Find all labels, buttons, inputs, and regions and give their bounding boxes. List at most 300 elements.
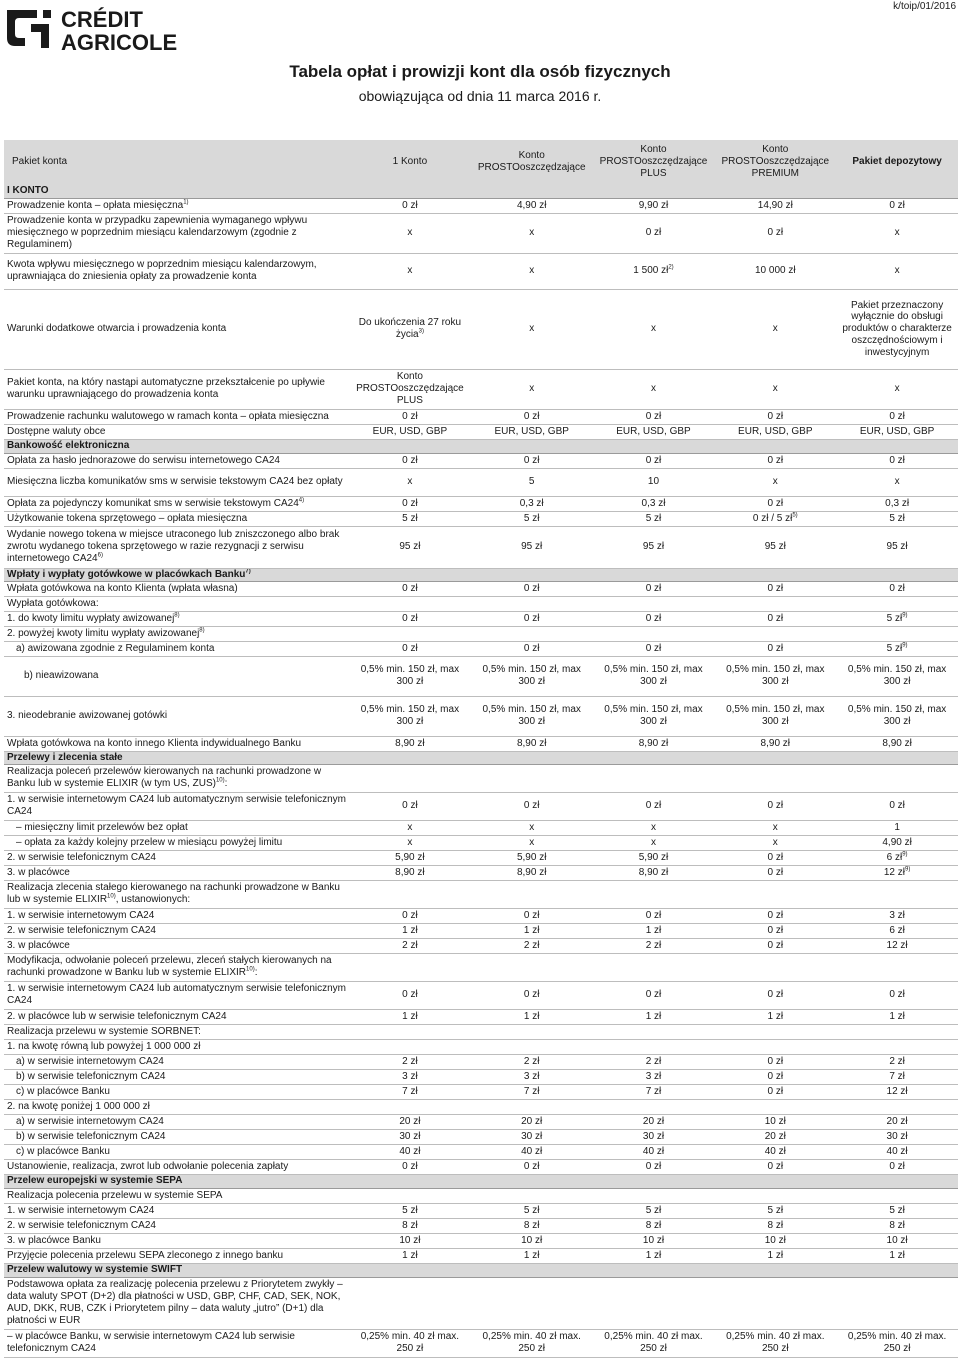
row-label: c) w placówce Banku xyxy=(4,1084,349,1099)
row-label: 3. w placówce xyxy=(4,938,349,953)
value-cell: 0 zł xyxy=(714,865,836,880)
value-cell: 0,25% min. 40 zł max. 250 zł xyxy=(836,1329,958,1357)
table-row xyxy=(4,1159,958,1174)
value-cell: 7 zł xyxy=(593,1084,715,1099)
footnote-ref: 10) xyxy=(215,777,225,784)
value-cell: 0 zł xyxy=(714,1084,836,1099)
row-label: Ustanowienie, realizacja, zwrot lub odwołanie polecenia zapłaty xyxy=(4,1159,349,1174)
value-cell: 4,90 zł xyxy=(836,835,958,850)
table-row xyxy=(4,213,958,253)
value-cell: x xyxy=(471,835,593,850)
table-row xyxy=(4,253,958,289)
value-cell: 0 zł xyxy=(349,1159,471,1174)
value-cell: 5,90 zł xyxy=(349,850,471,865)
value-cell: 0 zł xyxy=(471,908,593,923)
value-cell xyxy=(349,880,471,908)
value-cell: 8,90 zł xyxy=(349,865,471,880)
value-cell xyxy=(471,764,593,792)
table-row xyxy=(4,626,958,641)
row-label: Realizacja poleceń przelewów kierowanych na rachunki prowadzone w Banku lub w systemie ELIXIR (w tym US, ZUS)$^{10)}$: xyxy=(4,764,349,792)
table-row xyxy=(4,1129,958,1144)
value-cell: 0,5% min. 150 zł, max 300 zł xyxy=(471,696,593,736)
table-row xyxy=(4,1099,958,1114)
value-cell: 0,5% min. 150 zł, max 300 zł xyxy=(836,656,958,696)
value-cell: x xyxy=(714,369,836,409)
row-label: Wpłata gotówkowa na konto innego Klienta indywidualnego Banku xyxy=(4,736,349,751)
page-title: Tabela opłat i prowizji kont dla osób fizycznych xyxy=(289,62,671,81)
value-cell xyxy=(349,1099,471,1114)
header-deposit: Pakiet depozytowy xyxy=(836,140,958,184)
value-cell xyxy=(349,626,471,641)
row-label: Wypłata gotówkowa: xyxy=(4,596,349,611)
value-cell xyxy=(836,764,958,792)
table-row xyxy=(4,1039,958,1054)
value-cell: x xyxy=(349,835,471,850)
value-cell: 5,90 zł xyxy=(593,850,715,865)
value-cell: 20 zł xyxy=(593,1114,715,1129)
page-subtitle: obowiązująca od dnia 11 marca 2016 r. xyxy=(358,88,602,104)
value-cell: 0 zł xyxy=(836,1159,958,1174)
value-cell: 30 zł xyxy=(593,1129,715,1144)
value-cell: 0 zł xyxy=(836,981,958,1009)
value-cell xyxy=(471,1039,593,1054)
header-1-konto: 1 Konto xyxy=(349,140,471,184)
section-header-row xyxy=(4,1263,958,1277)
table-row xyxy=(4,1233,958,1248)
logo-emblem-icon xyxy=(7,10,51,48)
credit-agricole-logo xyxy=(3,4,223,54)
value-cell: 10 zł xyxy=(714,1233,836,1248)
table-row xyxy=(4,581,958,596)
value-cell: 0 zł xyxy=(593,409,715,424)
value-cell: 8,90 zł xyxy=(471,865,593,880)
value-cell: x xyxy=(714,835,836,850)
value-cell: x xyxy=(471,253,593,289)
value-cell: 1 zł xyxy=(714,1248,836,1263)
value-cell xyxy=(836,1277,958,1329)
value-cell: 1 zł xyxy=(471,1009,593,1024)
logo-word-credit: CRÉDIT xyxy=(61,7,143,32)
value-cell xyxy=(714,626,836,641)
table-row xyxy=(4,1009,958,1024)
value-cell: x xyxy=(349,213,471,253)
footnote-ref: 2) xyxy=(668,264,674,271)
row-label: Realizacja przelewu w systemie SORBNET: xyxy=(4,1024,349,1039)
value-cell: 1 zł xyxy=(471,923,593,938)
table-row xyxy=(4,1144,958,1159)
value-cell: 2 zł xyxy=(471,938,593,953)
row-label: a) w serwisie internetowym CA24 xyxy=(4,1054,349,1069)
value-cell: 0 zł xyxy=(714,496,836,511)
section-header-row xyxy=(4,439,958,453)
value-cell: 5 zł xyxy=(471,511,593,526)
section-header-row xyxy=(4,568,958,581)
table-row xyxy=(4,369,958,409)
value-cell xyxy=(593,626,715,641)
value-cell: 2 zł xyxy=(349,1054,471,1069)
footnote-ref: 4) xyxy=(298,497,305,504)
section-header-row xyxy=(4,751,958,764)
value-cell: 8 zł xyxy=(714,1218,836,1233)
value-cell: x xyxy=(714,468,836,496)
table-row xyxy=(4,1054,958,1069)
table-row xyxy=(4,1218,958,1233)
value-cell: 2 zł xyxy=(349,938,471,953)
value-cell: 0 zł / 5 $zł^{5)}$ xyxy=(714,511,836,526)
row-label: 2. w serwisie telefonicznym CA24 xyxy=(4,923,349,938)
value-cell: x xyxy=(593,289,715,369)
value-cell: 0 zł xyxy=(836,792,958,820)
table-row xyxy=(4,1203,958,1218)
footnote-ref: 3) xyxy=(418,328,424,335)
header-package: Pakiet konta xyxy=(4,140,349,184)
section-header-row xyxy=(4,1174,958,1188)
table-row xyxy=(4,656,958,696)
value-cell: 0 zł xyxy=(714,453,836,468)
table-row xyxy=(4,865,958,880)
value-cell: 0 zł xyxy=(593,611,715,626)
row-label: 2. na kwotę poniżej 1 000 000 zł xyxy=(4,1099,349,1114)
value-cell: 1 zł xyxy=(714,1009,836,1024)
value-cell: 1 zł xyxy=(593,923,715,938)
value-cell xyxy=(471,953,593,981)
value-cell: 0,5% min. 150 zł, max 300 zł xyxy=(349,656,471,696)
value-cell: 5 $zł^{9)}$ xyxy=(836,641,958,656)
value-cell: 0 zł xyxy=(471,581,593,596)
value-cell: 1 xyxy=(836,820,958,835)
value-cell: 0 zł xyxy=(714,792,836,820)
value-cell xyxy=(593,1024,715,1039)
value-cell xyxy=(714,1277,836,1329)
row-label: 1. w serwisie internetowym CA24 lub automatycznym serwisie telefonicznym CA24 xyxy=(4,792,349,820)
value-cell xyxy=(593,764,715,792)
value-cell: 40 zł xyxy=(714,1144,836,1159)
value-cell: 5 zł xyxy=(349,511,471,526)
value-cell xyxy=(593,1277,715,1329)
value-cell: 1 zł xyxy=(349,1248,471,1263)
header-prosto-plus: Konto PROSTOoszczędzające PLUS xyxy=(593,140,715,184)
table-row xyxy=(4,981,958,1009)
footnote-ref: 5) xyxy=(792,512,798,519)
value-cell: x xyxy=(349,820,471,835)
value-cell: 0 zł xyxy=(349,496,471,511)
value-cell xyxy=(714,953,836,981)
value-cell: 95 zł xyxy=(593,526,715,568)
value-cell: 12 zł xyxy=(836,938,958,953)
value-cell: 8,90 zł xyxy=(714,736,836,751)
table-row xyxy=(4,453,958,468)
row-label: 2. w placówce lub w serwisie telefonicznym CA24 xyxy=(4,1009,349,1024)
footnote-ref: 8) xyxy=(199,627,205,634)
value-cell: 0,5% min. 150 zł, max 300 zł xyxy=(714,656,836,696)
document-code: k/toip/01/2016 xyxy=(893,1,956,12)
value-cell xyxy=(349,1024,471,1039)
value-cell: 20 zł xyxy=(714,1129,836,1144)
table-row xyxy=(4,641,958,656)
value-cell: 0,25% min. 40 zł max. 250 zł xyxy=(349,1329,471,1357)
value-cell: x xyxy=(593,369,715,409)
value-cell: 5 xyxy=(471,468,593,496)
row-label: – w placówce Banku, w serwisie internetowym CA24 lub serwisie telefonicznym CA24 xyxy=(4,1329,349,1357)
value-cell: 0 zł xyxy=(471,981,593,1009)
value-cell xyxy=(836,880,958,908)
value-cell: 10 zł xyxy=(714,1114,836,1129)
value-cell: 0 zł xyxy=(593,981,715,1009)
value-cell xyxy=(836,596,958,611)
value-cell: 0 zł xyxy=(593,581,715,596)
value-cell xyxy=(836,1188,958,1203)
row-label: Modyfikacja, odwołanie poleceń przelewu, zleceń stałych kierowanych na rachunki prowadzone w Banku lub w systemie ELIXIR$^{10)}$: xyxy=(4,953,349,981)
row-label: Prowadzenie konta w przypadku zapewnienia wymaganego wpływu miesięcznego w poprzednim miesiącu kalendarzowym (zgodnie z Regulaminem) xyxy=(4,213,349,253)
value-cell: 10 zł xyxy=(836,1233,958,1248)
value-cell: 0 zł xyxy=(349,409,471,424)
value-cell: 2 zł xyxy=(471,1054,593,1069)
row-label: c) w placówce Banku xyxy=(4,1144,349,1159)
value-cell: 0 zł xyxy=(593,453,715,468)
value-cell xyxy=(714,596,836,611)
value-cell xyxy=(593,1188,715,1203)
value-cell: Konto PROSTOoszczędzające PLUS xyxy=(349,369,471,409)
value-cell: x xyxy=(349,253,471,289)
value-cell: 7 zł xyxy=(349,1084,471,1099)
table-row xyxy=(4,880,958,908)
value-cell: 5 zł xyxy=(593,511,715,526)
value-cell: 0 zł xyxy=(714,938,836,953)
value-cell: 7 zł xyxy=(836,1069,958,1084)
row-label: 1. w serwisie internetowym CA24 xyxy=(4,1203,349,1218)
row-label: 1. w serwisie internetowym CA24 xyxy=(4,908,349,923)
value-cell: 0 zł xyxy=(349,981,471,1009)
row-label: Warunki dodatkowe otwarcia i prowadzenia konta xyxy=(4,289,349,369)
value-cell xyxy=(836,1039,958,1054)
value-cell xyxy=(471,880,593,908)
value-cell: 0,25% min. 40 zł max. 250 zł xyxy=(714,1329,836,1357)
value-cell: 1 zł xyxy=(593,1009,715,1024)
table-row xyxy=(4,1277,958,1329)
value-cell: 0 zł xyxy=(349,908,471,923)
value-cell: 5 zł xyxy=(714,1203,836,1218)
value-cell: x xyxy=(471,289,593,369)
row-label: 2. powyżej kwoty limitu wypłaty awizowanej$^{8)}$ xyxy=(4,626,349,641)
table-row xyxy=(4,953,958,981)
footnote-ref: 7) xyxy=(245,568,251,575)
row-label: Prowadzenie konta – opłata miesięczna$^{1)}$ xyxy=(4,198,349,213)
row-label: – opłata za każdy kolejny przelew w miesiącu powyżej limitu xyxy=(4,835,349,850)
value-cell xyxy=(714,1039,836,1054)
value-cell: 10 zł xyxy=(349,1233,471,1248)
value-cell xyxy=(471,596,593,611)
value-cell xyxy=(714,764,836,792)
value-cell: 6 zł xyxy=(836,923,958,938)
value-cell: 95 zł xyxy=(349,526,471,568)
table-row xyxy=(4,496,958,511)
value-cell: 2 zł xyxy=(593,938,715,953)
table-row xyxy=(4,820,958,835)
value-cell: 95 zł xyxy=(836,526,958,568)
fee-table xyxy=(4,140,958,1358)
value-cell: 7 zł xyxy=(471,1084,593,1099)
value-cell: 0,3 zł xyxy=(836,496,958,511)
value-cell: 0 zł xyxy=(593,213,715,253)
value-cell: 0 zł xyxy=(471,792,593,820)
value-cell: EUR, USD, GBP xyxy=(349,424,471,439)
value-cell: 1 zł xyxy=(836,1248,958,1263)
value-cell: 0 zł xyxy=(349,198,471,213)
value-cell: 10 xyxy=(593,468,715,496)
table-row xyxy=(4,611,958,626)
row-label: Wydanie nowego tokena w miejsce utraconego lub zniszczonego albo brak zwrotu wydanego tokena sprzętowego w razie rezygnacji z serwisu internetowego CA24$^{6)}$ xyxy=(4,526,349,568)
value-cell: 0 zł xyxy=(714,981,836,1009)
footnote-ref: 6) xyxy=(97,552,103,559)
value-cell: x xyxy=(714,820,836,835)
footnote-ref: 10) xyxy=(107,893,116,900)
value-cell xyxy=(593,1099,715,1114)
value-cell: Pakiet przeznaczony wyłącznie do obsługi produktów o charakterze oszczędnościowym i inwestycyjnym xyxy=(836,289,958,369)
table-row xyxy=(4,1114,958,1129)
value-cell: 0 zł xyxy=(714,1054,836,1069)
value-cell: 0 zł xyxy=(714,213,836,253)
row-label: 3. w placówce xyxy=(4,865,349,880)
row-label: Użytkowanie tokena sprzętowego – opłata miesięczna xyxy=(4,511,349,526)
table-row xyxy=(4,468,958,496)
table-row xyxy=(4,511,958,526)
value-cell: 5 $zł^{9)}$ xyxy=(836,611,958,626)
value-cell: 5 zł xyxy=(836,511,958,526)
value-cell: 1 500 $zł^{2)}$ xyxy=(593,253,715,289)
row-label: Realizacja polecenia przelewu w systemie SEPA xyxy=(4,1188,349,1203)
row-label: – miesięczny limit przelewów bez opłat xyxy=(4,820,349,835)
value-cell xyxy=(471,1099,593,1114)
table-row xyxy=(4,1024,958,1039)
value-cell: 0,3 zł xyxy=(593,496,715,511)
header-prosto-premium: Konto PROSTOoszczędzające PREMIUM xyxy=(714,140,836,184)
footnote-ref: 9) xyxy=(902,851,908,858)
value-cell: 40 zł xyxy=(349,1144,471,1159)
row-label: Opłata za hasło jednorazowe do serwisu internetowego CA24 xyxy=(4,453,349,468)
row-label: Realizacja zlecenia stałego kierowanego na rachunki prowadzone w Banku lub w systemie ELIXIR$^{10)}$, ustanowionych: xyxy=(4,880,349,908)
table-body xyxy=(4,184,958,1357)
table-row xyxy=(4,736,958,751)
table-row xyxy=(4,198,958,213)
row-label: Prowadzenie rachunku walutowego w ramach konta – opłata miesięczna xyxy=(4,409,349,424)
value-cell: EUR, USD, GBP xyxy=(593,424,715,439)
footnote-ref: 10) xyxy=(246,966,255,973)
value-cell: 0 zł xyxy=(593,1159,715,1174)
table-row xyxy=(4,792,958,820)
value-cell: 8,90 zł xyxy=(349,736,471,751)
value-cell xyxy=(471,1024,593,1039)
value-cell: 12 zł xyxy=(836,1084,958,1099)
value-cell: 8,90 zł xyxy=(593,736,715,751)
value-cell: 0,5% min. 150 zł, max 300 zł xyxy=(593,696,715,736)
row-label: 2. w serwisie telefonicznym CA24 xyxy=(4,850,349,865)
value-cell: 20 zł xyxy=(349,1114,471,1129)
value-cell: 1 zł xyxy=(349,923,471,938)
table-row xyxy=(4,289,958,369)
value-cell: 0,5% min. 150 zł, max 300 zł xyxy=(349,696,471,736)
value-cell xyxy=(349,1277,471,1329)
value-cell: 8 zł xyxy=(836,1218,958,1233)
value-cell xyxy=(714,880,836,908)
footnote-ref: 9) xyxy=(902,612,908,619)
value-cell: 8,90 zł xyxy=(471,736,593,751)
row-label: Przelew walutowy w systemie SWIFT xyxy=(4,1263,958,1277)
table-row xyxy=(4,938,958,953)
table-row xyxy=(4,1329,958,1357)
table-row xyxy=(4,850,958,865)
value-cell: 6 $zł^{9)}$ xyxy=(836,850,958,865)
value-cell: 3 zł xyxy=(593,1069,715,1084)
table-row xyxy=(4,1084,958,1099)
value-cell xyxy=(836,626,958,641)
value-cell: 0,5% min. 150 zł, max 300 zł xyxy=(836,696,958,736)
value-cell: 8 zł xyxy=(471,1218,593,1233)
row-label: Bankowość elektroniczna xyxy=(4,439,958,453)
row-label: 1. w serwisie internetowym CA24 lub automatycznym serwisie telefonicznym CA24 xyxy=(4,981,349,1009)
table-row xyxy=(4,923,958,938)
value-cell: 0,5% min. 150 zł, max 300 zł xyxy=(471,656,593,696)
table-row xyxy=(4,764,958,792)
value-cell: 1 zł xyxy=(593,1248,715,1263)
value-cell: 40 zł xyxy=(836,1144,958,1159)
value-cell: 5 zł xyxy=(471,1203,593,1218)
value-cell: 0 zł xyxy=(471,453,593,468)
row-label: Dostępne waluty obce xyxy=(4,424,349,439)
value-cell: 10 zł xyxy=(471,1233,593,1248)
value-cell xyxy=(349,1188,471,1203)
value-cell xyxy=(471,1277,593,1329)
table-row xyxy=(4,526,958,568)
row-label: 3. w placówce Banku xyxy=(4,1233,349,1248)
value-cell: 0 zł xyxy=(349,581,471,596)
value-cell: 3 zł xyxy=(471,1069,593,1084)
value-cell: x xyxy=(471,213,593,253)
value-cell: x xyxy=(836,213,958,253)
section-header-row xyxy=(4,184,958,198)
value-cell: x xyxy=(593,820,715,835)
value-cell: 8,90 zł xyxy=(836,736,958,751)
value-cell xyxy=(471,626,593,641)
value-cell: EUR, USD, GBP xyxy=(471,424,593,439)
value-cell: 0 zł xyxy=(471,409,593,424)
value-cell: 10 zł xyxy=(593,1233,715,1248)
value-cell: 0 zł xyxy=(714,1159,836,1174)
value-cell: 1 zł xyxy=(471,1248,593,1263)
value-cell: x xyxy=(836,369,958,409)
row-label: Przelewy i zlecenia stałe xyxy=(4,751,958,764)
value-cell: 5 zł xyxy=(593,1203,715,1218)
value-cell: 0 zł xyxy=(714,1069,836,1084)
row-label: b) w serwisie telefonicznym CA24 xyxy=(4,1069,349,1084)
value-cell: x xyxy=(714,289,836,369)
value-cell: 0 zł xyxy=(714,611,836,626)
table-row xyxy=(4,908,958,923)
value-cell xyxy=(593,596,715,611)
row-label: 1. do kwoty limitu wypłaty awizowanej$^{8)}$ xyxy=(4,611,349,626)
value-cell: 0 zł xyxy=(349,641,471,656)
row-label: a) w serwisie internetowym CA24 xyxy=(4,1114,349,1129)
table-row xyxy=(4,1188,958,1203)
value-cell xyxy=(349,1039,471,1054)
value-cell xyxy=(349,596,471,611)
value-cell: 8 zł xyxy=(349,1218,471,1233)
row-label: b) w serwisie telefonicznym CA24 xyxy=(4,1129,349,1144)
value-cell: 3 zł xyxy=(349,1069,471,1084)
value-cell: 0 zł xyxy=(471,611,593,626)
value-cell: 0 zł xyxy=(714,641,836,656)
table-row xyxy=(4,696,958,736)
value-cell: 0 zł xyxy=(836,581,958,596)
